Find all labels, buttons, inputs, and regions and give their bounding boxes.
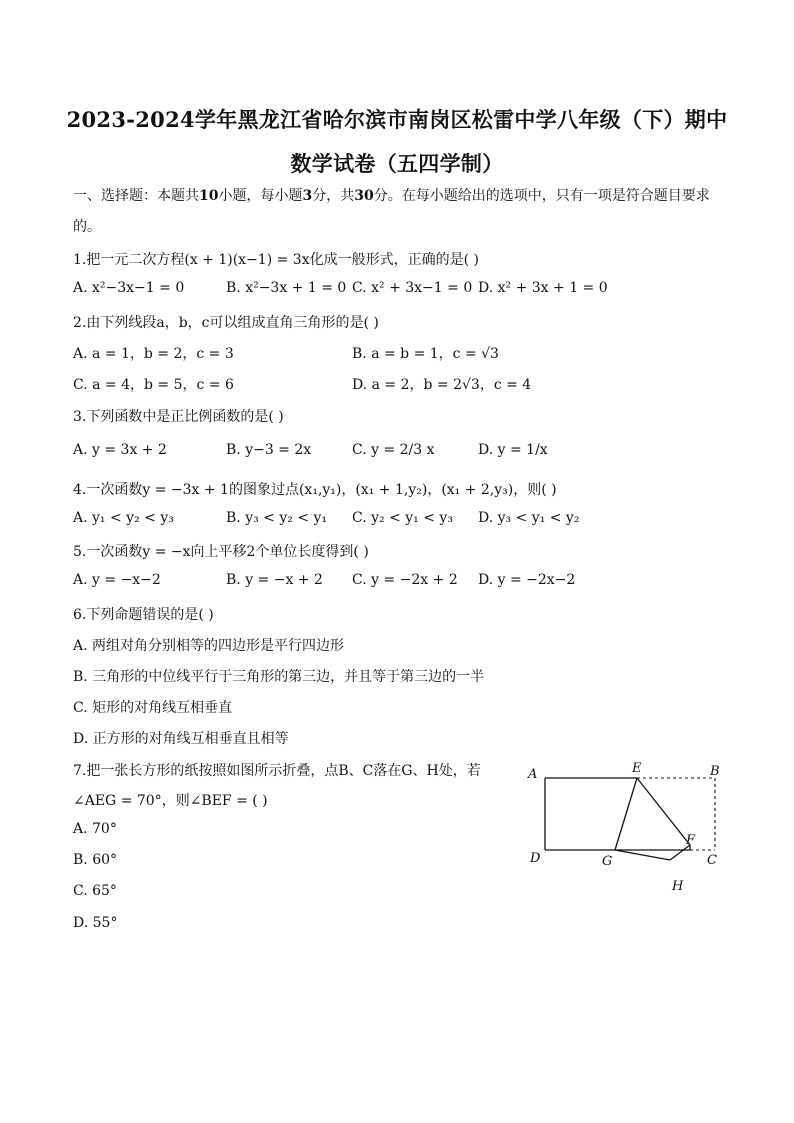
q6-option-c: C. 矩形的对角线互相垂直 bbox=[73, 700, 233, 716]
q4-option-d: D. y₃ < y₁ < y₂ bbox=[478, 510, 580, 526]
section-text: 一、选择题：本题共 bbox=[73, 188, 199, 204]
q2-option-a: A. a = 1，b = 2，c = 3 bbox=[73, 346, 234, 362]
q4-option-a: A. y₁ < y₂ < y₃ bbox=[73, 510, 174, 526]
section-instructions bbox=[73, 181, 721, 243]
segment-eg bbox=[615, 778, 637, 850]
q2-option-c: C. a = 4，b = 5，c = 6 bbox=[73, 377, 234, 393]
label-b: B bbox=[710, 764, 720, 779]
label-f: F bbox=[686, 833, 696, 848]
q1-option-d: D. x² + 3x + 1 = 0 bbox=[478, 280, 608, 296]
q3-option-c: C. y = 2/3 x bbox=[352, 442, 435, 458]
segment-gh bbox=[615, 850, 670, 860]
label-h: H bbox=[672, 879, 684, 894]
q5-option-b: B. y = −x + 2 bbox=[226, 572, 323, 588]
q2-option-b: B. a = b = 1，c = √3 bbox=[352, 346, 499, 362]
exam-title-line2: 数学试卷（五四学制） bbox=[290, 151, 504, 176]
q2-option-d: D. a = 2，b = 2√3，c = 4 bbox=[352, 377, 532, 393]
q5-stem: 5.一次函数y = −x向上平移2个单位长度得到( ) bbox=[73, 544, 369, 560]
section-text: 分，共 bbox=[312, 188, 355, 204]
q2-stem: 2.由下列线段a，b，c可以组成直角三角形的是( ) bbox=[73, 315, 379, 331]
q1-option-a: A. x²−3x−1 = 0 bbox=[73, 280, 185, 296]
label-e: E bbox=[632, 761, 642, 776]
q3-option-a: A. y = 3x + 2 bbox=[73, 442, 167, 458]
question-count: 10 bbox=[199, 188, 219, 204]
q7-option-d: D. 55° bbox=[73, 915, 118, 931]
q7-folding-figure bbox=[520, 760, 730, 900]
q7-option-a: A. 70° bbox=[73, 821, 117, 837]
q6-option-d: D. 正方形的对角线互相垂直且相等 bbox=[73, 731, 289, 747]
q4-option-b: B. y₃ < y₂ < y₁ bbox=[226, 510, 328, 526]
q4-option-c: C. y₂ < y₁ < y₃ bbox=[352, 510, 453, 526]
section-text: 分。在每小题给出的选项中，只有一项是符合题目要求的。 bbox=[73, 188, 710, 235]
section-text: 小题，每小题 bbox=[218, 188, 303, 204]
q6-stem: 6.下列命题错误的是( ) bbox=[73, 607, 214, 623]
q3-option-d: D. y = 1/x bbox=[478, 442, 548, 458]
label-a: A bbox=[528, 767, 538, 782]
q5-option-d: D. y = −2x−2 bbox=[478, 572, 576, 588]
q7-option-b: B. 60° bbox=[73, 852, 118, 868]
q7-option-c: C. 65° bbox=[73, 883, 117, 899]
q3-stem: 3.下列函数中是正比例函数的是( ) bbox=[73, 409, 284, 425]
q5-option-c: C. y = −2x + 2 bbox=[352, 572, 458, 588]
points-per-question: 3 bbox=[302, 188, 313, 204]
segment-ef bbox=[637, 778, 690, 845]
exam-title-line1: 2023-2024学年黑龙江省哈尔滨市南岗区松雷中学八年级（下）期中 bbox=[66, 107, 728, 132]
q3-option-b: B. y−3 = 2x bbox=[226, 442, 312, 458]
q1-stem: 1.把一元二次方程(x + 1)(x−1) = 3x化成一般形式，正确的是( ) bbox=[73, 252, 479, 268]
q4-stem: 4.一次函数y = −3x + 1的图象过点(x₁,y₁)，(x₁ + 1,y₂)，(x₁ + 2,y₃)，则( ) bbox=[73, 482, 557, 498]
q6-option-a: A. 两组对角分别相等的四边形是平行四边形 bbox=[73, 638, 345, 654]
label-c: C bbox=[707, 853, 717, 868]
total-points: 30 bbox=[354, 188, 374, 204]
q1-option-b: B. x²−3x + 1 = 0 bbox=[226, 280, 347, 296]
q7-stem-line1: 7.把一张长方形的纸按照如图所示折叠，点B、C落在G、H处，若 bbox=[73, 763, 481, 779]
q1-option-c: C. x² + 3x−1 = 0 bbox=[352, 280, 473, 296]
q6-option-b: B. 三角形的中位线平行于三角形的第三边，并且等于第三边的一半 bbox=[73, 669, 485, 685]
label-g: G bbox=[602, 854, 613, 869]
q5-option-a: A. y = −x−2 bbox=[73, 572, 161, 588]
label-d: D bbox=[530, 851, 541, 866]
q7-stem-line2: ∠AEG = 70°，则∠BEF = ( ) bbox=[73, 793, 268, 809]
